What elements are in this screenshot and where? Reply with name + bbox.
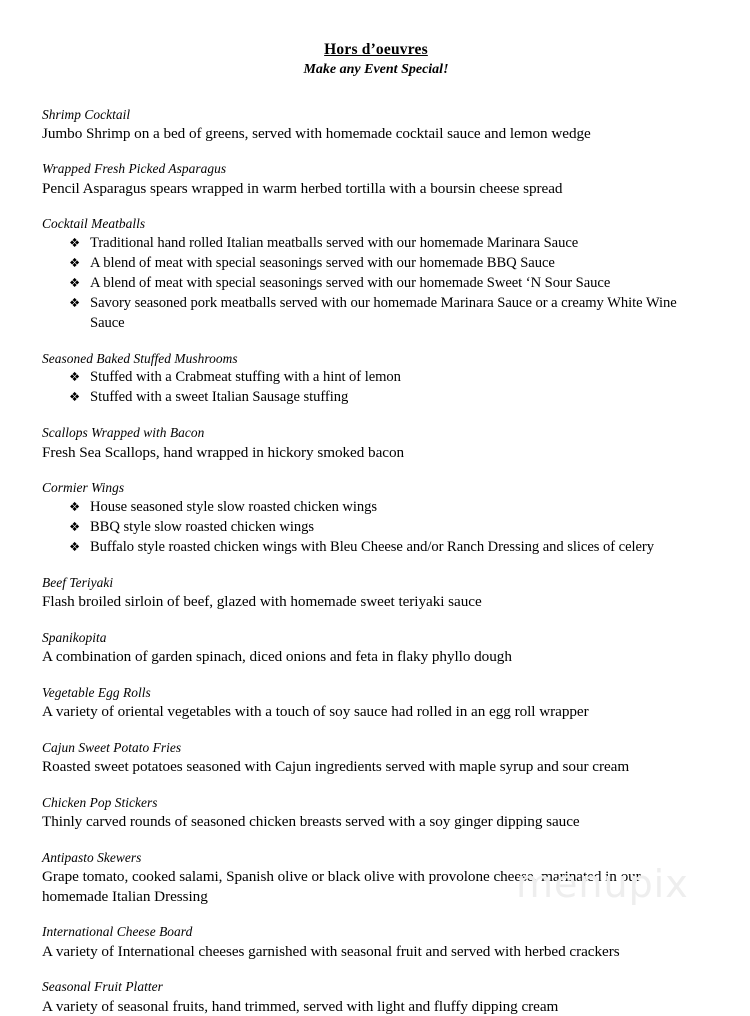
menu-item-option (42, 234, 710, 253)
menu-item-option (42, 538, 710, 557)
menu-item (42, 106, 710, 144)
menu-item-description: Roasted sweet potatoes seasoned with Cajun ingredients served with maple syrup and sour cream (42, 757, 710, 777)
menu-item (42, 794, 710, 832)
menu-item-option (42, 498, 710, 517)
menu-item-description: Flash broiled sirloin of beef, glazed with homemade sweet teriyaki sauce (42, 592, 710, 612)
menu-item (42, 350, 710, 408)
menu-item-name: Vegetable Egg Rolls (42, 684, 710, 701)
diamond-bullet-icon: ❖ (69, 518, 80, 536)
menu-item-description: Jumbo Shrimp on a bed of greens, served with homemade cocktail sauce and lemon wedge (42, 124, 710, 144)
menu-item (42, 215, 710, 332)
menu-item-description: Fresh Sea Scallops, hand wrapped in hickory smoked bacon (42, 443, 710, 463)
menu-item-option-text: House seasoned style slow roasted chicken wings (90, 499, 377, 515)
diamond-bullet-icon: ❖ (69, 368, 80, 386)
diamond-bullet-icon: ❖ (69, 538, 80, 556)
menu-item (42, 923, 710, 961)
menu-item-option-text: Stuffed with a Crabmeat stuffing with a hint of lemon (90, 369, 401, 385)
menu-item-name: Beef Teriyaki (42, 574, 710, 591)
menu-item-description: A combination of garden spinach, diced onions and feta in flaky phyllo dough (42, 647, 710, 667)
menu-item-option-text: Stuffed with a sweet Italian Sausage stuffing (90, 389, 348, 405)
menu-item (42, 160, 710, 198)
menu-item-name: Chicken Pop Stickers (42, 794, 710, 811)
menu-item-option-list (42, 498, 710, 558)
menu-item-name: International Cheese Board (42, 923, 710, 940)
menu-item-option (42, 518, 710, 537)
menu-item-description: Thinly carved rounds of seasoned chicken breasts served with a soy ginger dipping sauce (42, 812, 710, 832)
menu-item-description: Pencil Asparagus spears wrapped in warm herbed tortilla with a boursin cheese spread (42, 179, 710, 199)
menu-item-option (42, 368, 710, 387)
menu-item-option-text: Savory seasoned pork meatballs served with our homemade Marinara Sauce or a creamy White Wine Sauce (90, 295, 677, 330)
menu-item-name: Wrapped Fresh Picked Asparagus (42, 160, 710, 177)
menu-item (42, 629, 710, 667)
menu-item-option-text: A blend of meat with special seasonings served with our homemade Sweet ‘N Sour Sauce (90, 275, 610, 291)
menu-item-description: Grape tomato, cooked salami, Spanish olive or black olive with provolone cheese, marinated in our homemade Italian Dressing (42, 867, 710, 907)
menu-item-name: Seasoned Baked Stuffed Mushrooms (42, 350, 710, 367)
menu-item-option (42, 254, 710, 273)
menu-item-description: A variety of oriental vegetables with a touch of soy sauce had rolled in an egg roll wrapper (42, 702, 710, 722)
page-title: Hors d’oeuvres (324, 40, 428, 59)
menu-item-option-text: BBQ style slow roasted chicken wings (90, 519, 314, 535)
menu-item-name: Shrimp Cocktail (42, 106, 710, 123)
diamond-bullet-icon: ❖ (69, 294, 80, 312)
menu-item (42, 684, 710, 722)
menu-item-name: Scallops Wrapped with Bacon (42, 424, 710, 441)
menu-item (42, 739, 710, 777)
diamond-bullet-icon: ❖ (69, 498, 80, 516)
page-subtitle: Make any Event Special! (42, 61, 710, 79)
menu-item-name: Seasonal Fruit Platter (42, 978, 710, 995)
menu-item-option (42, 294, 710, 333)
menu-item-option-list (42, 368, 710, 408)
menu-item-option (42, 388, 710, 407)
menu-item-option-text: Traditional hand rolled Italian meatballs served with our homemade Marinara Sauce (90, 235, 578, 251)
menu-item (42, 574, 710, 612)
menu-item (42, 479, 710, 557)
diamond-bullet-icon: ❖ (69, 274, 80, 292)
menu-item-list (42, 106, 710, 1016)
menu-item (42, 424, 710, 462)
menu-item-option-text: Buffalo style roasted chicken wings with Bleu Cheese and/or Ranch Dressing and slices of celery (90, 539, 654, 555)
menu-item-option-list (42, 234, 710, 333)
menu-item (42, 849, 710, 907)
menu-item-option-text: A blend of meat with special seasonings served with our homemade BBQ Sauce (90, 255, 555, 271)
menu-item-name: Antipasto Skewers (42, 849, 710, 866)
menu-item-name: Cajun Sweet Potato Fries (42, 739, 710, 756)
menu-item-description: A variety of International cheeses garnished with seasonal fruit and served with herbed crackers (42, 942, 710, 962)
diamond-bullet-icon: ❖ (69, 234, 80, 252)
menu-item-name: Cormier Wings (42, 479, 710, 496)
diamond-bullet-icon: ❖ (69, 254, 80, 272)
menu-item-name: Spanikopita (42, 629, 710, 646)
diamond-bullet-icon: ❖ (69, 388, 80, 406)
document-header (42, 40, 710, 80)
menu-item-name: Cocktail Meatballs (42, 215, 710, 232)
menu-item (42, 978, 710, 1016)
menu-item-description: A variety of seasonal fruits, hand trimmed, served with light and fluffy dipping cream (42, 997, 710, 1016)
menu-item-option (42, 274, 710, 293)
menupix-watermark: menupix (516, 862, 689, 906)
